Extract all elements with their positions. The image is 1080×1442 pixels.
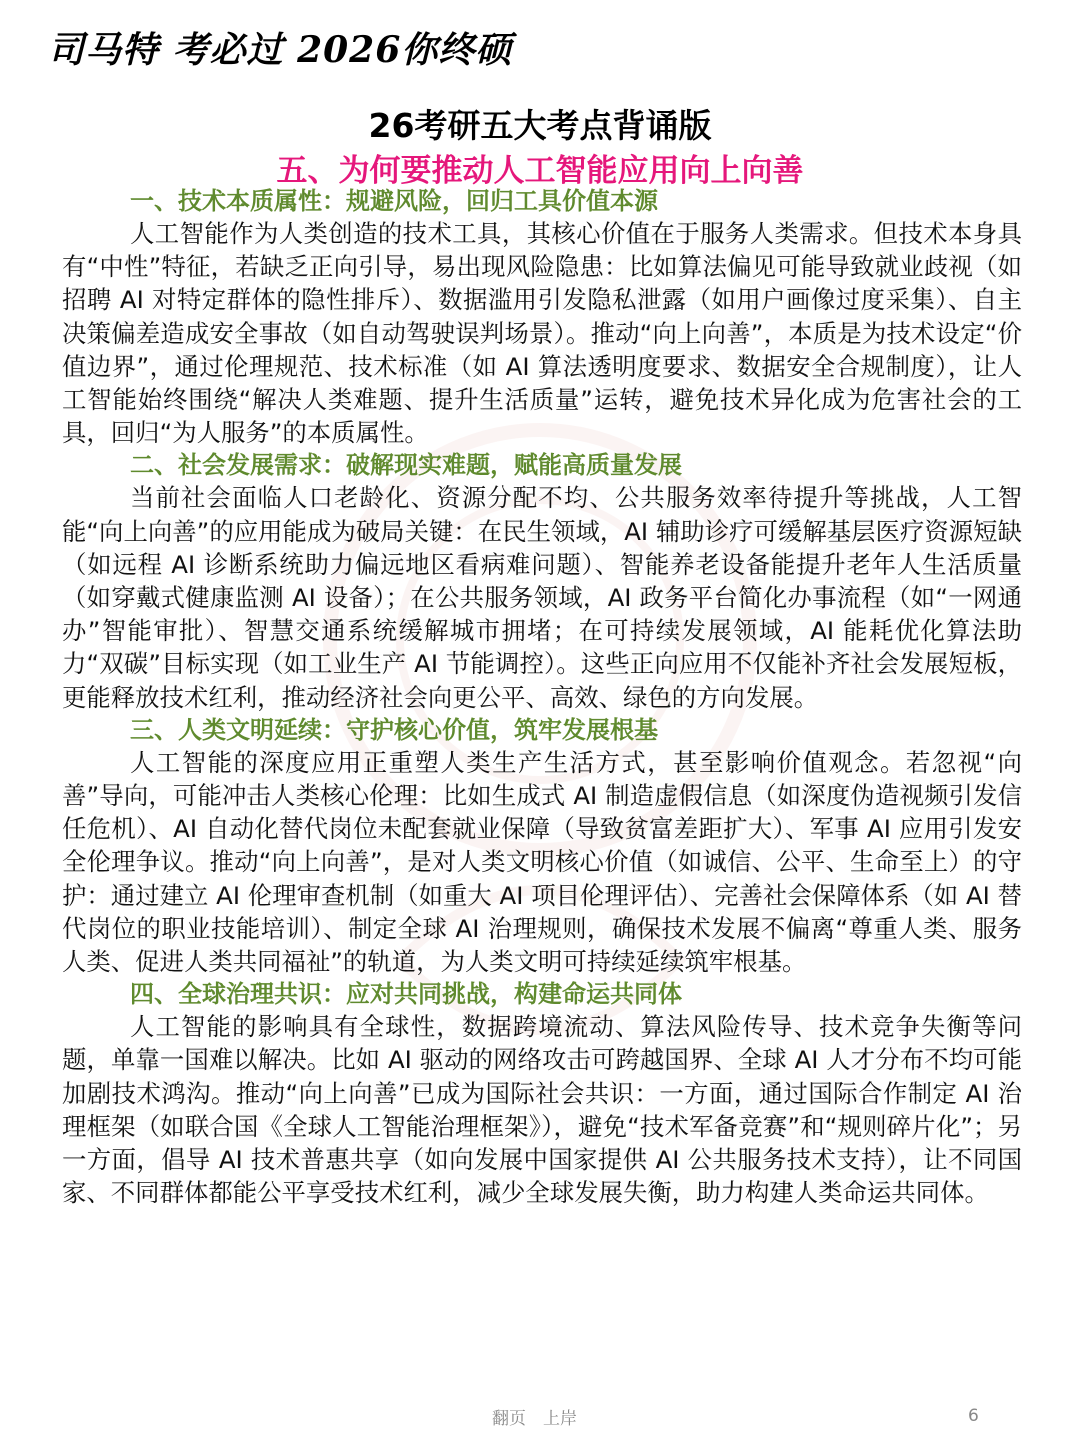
paragraph-1: 人工智能作为人类创造的技术工具，其核心价值在于服务人类需求。但技术本身具有“中性”特征，若缺乏正向引导，易出现风险隐患：比如算法偏见可能导致就业歧视（如招聘 AI 对特定群体的隐性排斥）、数据滥用引发隐私泄露（如用户画像过度采集）、自主决策偏差造成安全事故（如自动驾驶误判场景）。推动“向上向善”，本质是为技术设定“价值边界”，通过伦理规范、技术标准（如 AI 算法透明度要求、数据安全合规制度），让人工智能始终围绕“解决人类难题、提升生活质量”运转，避免技术异化成为危害社会的工具，回归“为人服务”的本质属性。 [62, 219, 1022, 448]
brand-slogan: 司马特 考必过 2026你终硕 [48, 29, 513, 71]
paragraph-3: 人工智能的深度应用正重塑人类生产生活方式，甚至影响价值观念。若忽视“向善”导向，可能冲击人类核心伦理：比如生成式 AI 制造虚假信息（如深度伪造视频引发信任危机）、AI 自动化替代岗位未配套就业保障（导致贫富差距扩大）、军事 AI 应用引发安全伦理争议。推动“向上向善”，是对人类文明核心价值（如诚信、公平、生命至上）的守护：通过建立 AI 伦理审查机制（如重大 AI 项目伦理评估）、完善社会保障体系（如 AI 替代岗位的职业技能培训）、制定全球 AI 治理规则，确保技术发展不偏离“尊重人类、服务人类、促进人类共同福祉”的轨道，为人类文明可持续延续筑牢根基。 [62, 747, 1022, 977]
subheading-1: 一、技术本质属性：规避风险，回归工具价值本源 [130, 187, 658, 215]
section-title: 五、为何要推动人工智能应用向上向善 [276, 153, 804, 189]
footer-page-turn[interactable]: 翻页 上岸 [492, 1409, 577, 1429]
page-number: 6 [968, 1406, 979, 1426]
paragraph-2: 当前社会面临人口老龄化、资源分配不均、公共服务效率待提升等挑战，人工智能“向上向善”的应用能成为破局关键：在民生领域，AI 辅助诊疗可缓解基层医疗资源短缺（如远程 AI 诊断系统助力偏远地区看病难问题）、智能养老设备能提升老年人生活质量（如穿戴式健康监测 AI 设备）；在公共服务领域，AI 政务平台简化办事流程（如“一网通办”智能审批）、智慧交通系统缓解城市拥堵；在可持续发展领域，AI 能耗优化算法助力“双碳”目标实现（如工业生产 AI 节能调控）。这些正向应用不仅能补齐社会发展短板，更能释放技术红利，推动经济社会向更公平、高效、绿色的方向发展。 [62, 483, 1023, 712]
subheading-4: 四、全球治理共识：应对共同挑战，构建命运共同体 [130, 980, 682, 1009]
document-body [62, 185, 1022, 1209]
subheading-3: 三、人类文明延续：守护核心价值，筑牢发展根基 [130, 715, 658, 744]
paragraph-4: 人工智能的影响具有全球性，数据跨境流动、算法风险传导、技术竞争失衡等问题，单靠一国难以解决。比如 AI 驱动的网络攻击可跨越国界、全球 AI 人才分布不均可能加剧技术鸿沟。推动“向上向善”已成为国际社会共识：一方面，通过国际合作制定 AI 治理框架（如联合国《全球人工智能治理框架》），避免“技术军备竞赛”和“规则碎片化”；另一方面，倡导 AI 技术普惠共享（如向发展中国家提供 AI 公共服务技术支持），让不同国家、不同群体都能公平享受技术红利，减少全球发展失衡，助力构建人类命运共同体。 [62, 1012, 1022, 1208]
document-title: 26考研五大考点背诵版 [368, 106, 712, 145]
subheading-2: 二、社会发展需求：破解现实难题，赋能高质量发展 [130, 451, 682, 480]
